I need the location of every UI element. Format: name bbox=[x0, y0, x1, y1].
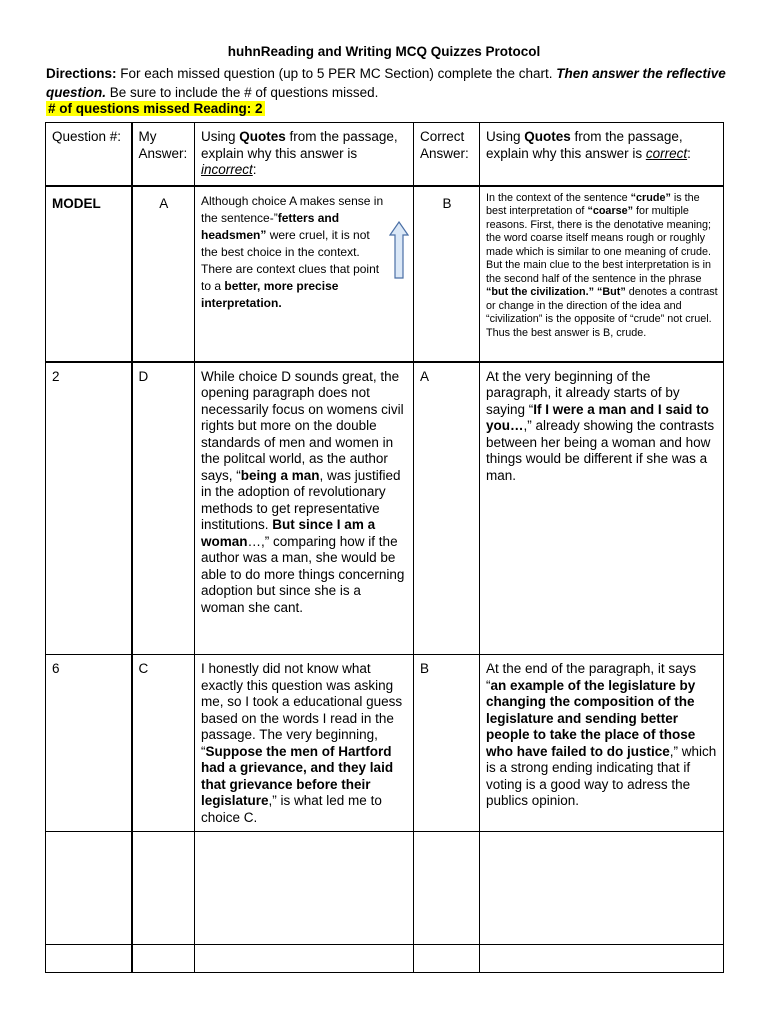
empty-cell bbox=[480, 945, 724, 973]
model-correct-text-3: for multiple reasons. First, there is the denotative meaning; the word coarse itself means rough or roughly made which is similar to one meaning of crude. But the main clue to the best interpretation is in the second half of the sentence in the phrase bbox=[486, 205, 712, 285]
model-correct-answer: B bbox=[414, 186, 480, 362]
directions-text: For each missed question (up to 5 PER MC Section) complete the chart. bbox=[116, 66, 557, 81]
model-correct-explanation bbox=[480, 186, 724, 362]
model-incorrect-bold-2: better, more precise interpretation. bbox=[201, 278, 339, 310]
up-arrow-icon bbox=[389, 221, 409, 279]
empty-cell bbox=[46, 945, 132, 973]
header-incorrect-pre: Using bbox=[201, 129, 240, 144]
row2-correct-text-2: ,” already showing the contrasts between her being a woman and how things would be different if she was a man. bbox=[486, 418, 715, 483]
row2-correct-answer: A bbox=[414, 362, 480, 655]
model-correct-text-2: is the best interpretation of bbox=[486, 191, 700, 217]
header-incorrect-explanation bbox=[195, 123, 414, 186]
empty-cell bbox=[46, 832, 132, 945]
model-incorrect-text-1: Although choice A makes sense in the sentence-” bbox=[201, 193, 384, 225]
header-correct-answer: Correct Answer: bbox=[414, 123, 480, 186]
model-correct-text-1: In the context of the sentence bbox=[486, 191, 631, 204]
table-row-empty bbox=[46, 945, 724, 973]
row2-incorrect-text-3: …,” comparing how if the author was a man, she would be able to do more things concerning adoption but since she is a woman she cant. bbox=[201, 533, 405, 615]
model-incorrect-bold-1: fetters and headsmen” bbox=[201, 210, 340, 242]
header-question: Question #: bbox=[46, 123, 132, 186]
row2-correct-text-1: At the very beginning of the paragraph, it already starts of by saying “ bbox=[486, 368, 680, 417]
model-correct-text-4: denotes a contrast or change in the direction of the idea and “civilization” is the opposite of “crude” not cruel. Thus the best answer is B, crude. bbox=[486, 286, 718, 339]
directions-tail: Be sure to include the # of questions missed. bbox=[106, 85, 379, 100]
header-correct-bold: Quotes bbox=[524, 129, 571, 144]
empty-cell bbox=[195, 832, 414, 945]
row2-incorrect-bold-2: But since I am a woman bbox=[201, 517, 376, 549]
page-title: huhnReading and Writing MCQ Quizzes Protocol bbox=[227, 44, 541, 59]
header-correct-explanation bbox=[480, 123, 724, 186]
empty-cell bbox=[132, 832, 195, 945]
row6-correct-bold-1: an example of the legislature by changing the composition of the legislature and sending better people to take the place of those who have failed to do justice bbox=[486, 677, 696, 759]
row6-correct-explanation bbox=[480, 655, 724, 832]
model-correct-bold-1: “crude” bbox=[630, 191, 671, 204]
row2-incorrect-text-1: While choice D sounds great, the opening paragraph does not necessarily focus on womens civil rights but more on the double standards of men and women in the politcal world, as the author says, “ bbox=[201, 368, 404, 483]
row2-correct-explanation bbox=[480, 362, 724, 655]
model-incorrect-text-2: were cruel, it is not the best choice in the context. There are context clues that point to a bbox=[201, 227, 380, 293]
row2-my-answer: D bbox=[132, 362, 195, 655]
directions bbox=[46, 64, 726, 102]
model-my-answer: A bbox=[132, 186, 195, 362]
row6-correct-answer: B bbox=[414, 655, 480, 832]
row6-correct-text-2: ,” which is a strong ending indicating that if voting is a good way to adress the publics opinion. bbox=[486, 743, 717, 808]
header-row bbox=[46, 123, 724, 186]
model-question bbox=[46, 186, 132, 362]
row2-incorrect-explanation bbox=[195, 362, 414, 655]
header-incorrect-bold: Quotes bbox=[239, 129, 286, 144]
model-incorrect-explanation bbox=[195, 186, 414, 362]
table-row bbox=[46, 655, 724, 832]
row6-incorrect-text-1: I honestly did not know what exactly this question was asking me, so I took a educational guess based on the words I read in the passage. The very beginning, “ bbox=[201, 661, 403, 759]
row6-incorrect-explanation bbox=[195, 655, 414, 832]
questions-missed-label: # of questions missed Reading: 2 bbox=[48, 101, 263, 116]
row2-incorrect-text-2: , was justified in the adoption of revolutionary methods to get representative institutions. bbox=[201, 467, 401, 532]
header-correct-end: : bbox=[687, 145, 691, 161]
directions-label: Directions: bbox=[46, 66, 117, 81]
header-incorrect-mid: from the passage, explain why this answer is bbox=[201, 129, 398, 161]
header-correct-underlined: correct bbox=[645, 145, 688, 161]
table-row-empty bbox=[46, 832, 724, 945]
row6-incorrect-bold-1: Suppose the men of Hartford had a grievance, and they laid that grievance before their legislature bbox=[201, 743, 394, 808]
model-correct-bold-2: “coarse” bbox=[587, 205, 634, 217]
row2-correct-bold-1: If I were a man and I said to you… bbox=[486, 401, 709, 433]
model-correct-bold-3: “but the civilization.” “But” bbox=[486, 286, 626, 298]
reflection-chart bbox=[45, 122, 724, 973]
directions-emphasis: Then answer the reflective question. bbox=[46, 66, 726, 100]
header-correct-mid: from the passage, explain why this answer is bbox=[486, 129, 683, 161]
header-incorrect-underlined: incorrect bbox=[201, 162, 253, 177]
row6-correct-text-1: At the end of the paragraph, it says “ bbox=[486, 661, 697, 693]
header-incorrect-end: : bbox=[252, 162, 257, 177]
empty-cell bbox=[414, 832, 480, 945]
model-label: MODEL bbox=[52, 195, 101, 211]
row6-incorrect-text-2: ,” is what led me to choice C. bbox=[201, 793, 382, 825]
empty-cell bbox=[414, 945, 480, 973]
table-row bbox=[46, 186, 724, 362]
row2-incorrect-bold-1: being a man bbox=[240, 467, 320, 483]
row6-question: 6 bbox=[46, 655, 132, 832]
table-row bbox=[46, 362, 724, 655]
empty-cell bbox=[480, 832, 724, 945]
row2-question: 2 bbox=[46, 362, 132, 655]
empty-cell bbox=[195, 945, 414, 973]
row6-my-answer: C bbox=[132, 655, 195, 832]
header-correct-pre: Using bbox=[486, 129, 525, 144]
empty-cell bbox=[132, 945, 195, 973]
header-my-answer: My Answer: bbox=[132, 123, 195, 186]
